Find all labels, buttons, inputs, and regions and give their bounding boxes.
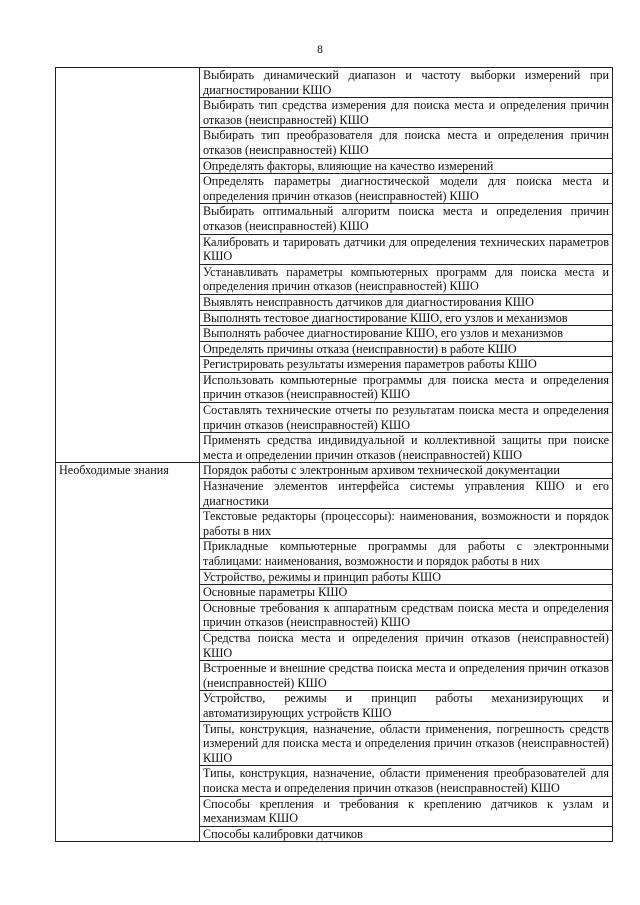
knowledge-item: Основные параметры КШО (200, 585, 613, 601)
ability-item: Выбирать динамический диапазон и частоту выборки измерений при диагностировании КШО (200, 68, 613, 98)
table-row (56, 463, 613, 479)
page-number: 8 (317, 44, 323, 56)
ability-item: Определять причины отказа (неисправности) в работе КШО (200, 341, 613, 357)
knowledge-item: Текстовые редакторы (процессоры): наименования, возможности и порядок работы в них (200, 509, 613, 539)
ability-item: Составлять технические отчеты по результатам поиска места и определения причин отказов (неисправностей) КШО (200, 403, 613, 433)
knowledge-item: Встроенные и внешние средства поиска места и определения причин отказов (неисправностей) КШО (200, 661, 613, 691)
knowledge-item: Порядок работы с электронным архивом технической документации (200, 463, 613, 479)
knowledge-item: Назначение элементов интерфейса системы управления КШО и его диагностики (200, 479, 613, 509)
ability-item: Применять средства индивидуальной и коллективной защиты при поиске места и определении причин отказов (неисправностей) КШО (200, 433, 613, 463)
ability-item: Использовать компьютерные программы для поиска места и определения причин отказов (неисправностей) КШО (200, 372, 613, 402)
ability-item: Выбирать тип преобразователя для поиска места и определения причин отказов (неисправностей) КШО (200, 128, 613, 158)
ability-item: Калибровать и тарировать датчики для определения технических параметров КШО (200, 234, 613, 264)
ability-item: Выбирать оптимальный алгоритм поиска места и определения причин отказов (неисправностей) КШО (200, 204, 613, 234)
knowledge-item: Прикладные компьютерные программы для работы с электронными таблицами: наименования, возможности и порядок работы в них (200, 539, 613, 569)
knowledge-item: Средства поиска места и определения причин отказов (неисправностей) КШО (200, 630, 613, 660)
knowledge-item: Типы, конструкция, назначение, области применения, погрешность средств измерений для поиска места и определения причин отказов (неисправностей) КШО (200, 721, 613, 766)
knowledge-label: Необходимые знания (56, 463, 200, 842)
ability-item: Выполнять тестовое диагностирование КШО, его узлов и механизмов (200, 310, 613, 326)
knowledge-item: Основные требования к аппаратным средствам поиска места и определения причин отказов (неисправностей) КШО (200, 600, 613, 630)
knowledge-item: Типы, конструкция, назначение, области применения преобразователей для поиска места и определения причин отказов (неисправностей) КШО (200, 766, 613, 796)
knowledge-item: Способы крепления и требования к креплению датчиков к узлам и механизмам КШО (200, 796, 613, 826)
knowledge-item: Способы калибровки датчиков (200, 826, 613, 842)
ability-item: Выбирать тип средства измерения для поиска места и определения причин отказов (неисправностей) КШО (200, 98, 613, 128)
table-row (56, 68, 613, 98)
requirements-table (55, 67, 613, 842)
abilities-label-cell (56, 68, 200, 463)
ability-item: Выявлять неисправность датчиков для диагностирования КШО (200, 294, 613, 310)
knowledge-item: Устройство, режимы и принцип работы КШО (200, 569, 613, 585)
ability-item: Устанавливать параметры компьютерных программ для поиска места и определения причин отказов (неисправностей) КШО (200, 264, 613, 294)
knowledge-item: Устройство, режимы и принцип работы механизирующих и автоматизирующих устройств КШО (200, 691, 613, 721)
ability-item: Определять параметры диагностической модели для поиска места и определения причин отказов (неисправностей) КШО (200, 174, 613, 204)
ability-item: Выполнять рабочее диагностирование КШО, его узлов и механизмов (200, 326, 613, 342)
ability-item: Определять факторы, влияющие на качество измерений (200, 158, 613, 174)
ability-item: Регистрировать результаты измерения параметров работы КШО (200, 357, 613, 373)
